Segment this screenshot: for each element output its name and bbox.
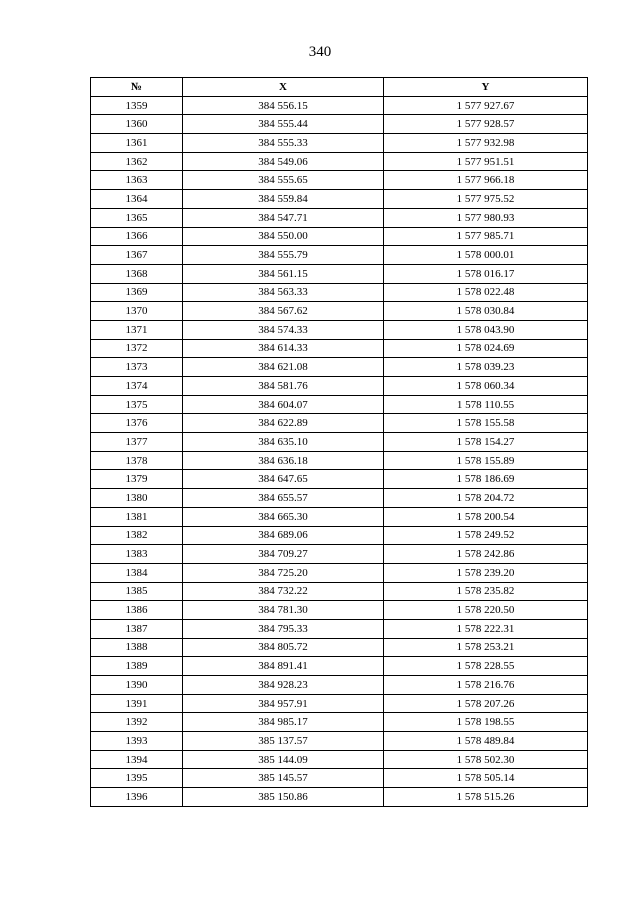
cell-number: 1362	[91, 152, 183, 171]
cell-x: 384 614.33	[183, 339, 384, 358]
table-row	[91, 134, 588, 153]
cell-x: 384 555.65	[183, 171, 384, 190]
cell-number: 1386	[91, 601, 183, 620]
cell-number: 1361	[91, 134, 183, 153]
table-row	[91, 320, 588, 339]
cell-number: 1383	[91, 545, 183, 564]
cell-x: 384 891.41	[183, 657, 384, 676]
table-row	[91, 283, 588, 302]
table-row	[91, 619, 588, 638]
cell-y: 1 577 928.57	[384, 115, 588, 134]
cell-y: 1 578 515.26	[384, 788, 588, 807]
table-header	[91, 78, 588, 97]
cell-number: 1394	[91, 750, 183, 769]
cell-y: 1 578 239.20	[384, 563, 588, 582]
cell-x: 384 985.17	[183, 713, 384, 732]
cell-y: 1 578 000.01	[384, 246, 588, 265]
cell-x: 384 781.30	[183, 601, 384, 620]
cell-number: 1373	[91, 358, 183, 377]
cell-number: 1379	[91, 470, 183, 489]
cell-y: 1 578 216.76	[384, 676, 588, 695]
table-row	[91, 657, 588, 676]
cell-x: 385 137.57	[183, 732, 384, 751]
table-row	[91, 264, 588, 283]
table-row	[91, 395, 588, 414]
table-row	[91, 694, 588, 713]
cell-number: 1366	[91, 227, 183, 246]
header-number: №	[91, 78, 183, 97]
cell-x: 384 928.23	[183, 676, 384, 695]
table-row	[91, 208, 588, 227]
table-row	[91, 246, 588, 265]
cell-y: 1 577 975.52	[384, 190, 588, 209]
table-row	[91, 563, 588, 582]
cell-y: 1 578 200.54	[384, 507, 588, 526]
header-row	[91, 78, 588, 97]
cell-x: 385 150.86	[183, 788, 384, 807]
table-row	[91, 676, 588, 695]
table-row	[91, 358, 588, 377]
cell-y: 1 578 228.55	[384, 657, 588, 676]
cell-x: 384 559.84	[183, 190, 384, 209]
cell-x: 384 665.30	[183, 507, 384, 526]
cell-x: 384 732.22	[183, 582, 384, 601]
table-body	[91, 96, 588, 806]
cell-number: 1378	[91, 451, 183, 470]
table-row	[91, 339, 588, 358]
cell-number: 1374	[91, 377, 183, 396]
cell-number: 1387	[91, 619, 183, 638]
cell-y: 1 578 016.17	[384, 264, 588, 283]
cell-y: 1 578 110.55	[384, 395, 588, 414]
cell-y: 1 578 242.86	[384, 545, 588, 564]
cell-y: 1 578 505.14	[384, 769, 588, 788]
cell-number: 1372	[91, 339, 183, 358]
cell-x: 384 549.06	[183, 152, 384, 171]
cell-x: 384 635.10	[183, 433, 384, 452]
cell-y: 1 577 980.93	[384, 208, 588, 227]
cell-x: 384 689.06	[183, 526, 384, 545]
cell-y: 1 578 154.27	[384, 433, 588, 452]
table-row	[91, 414, 588, 433]
cell-number: 1377	[91, 433, 183, 452]
table-row	[91, 451, 588, 470]
cell-number: 1393	[91, 732, 183, 751]
table-row	[91, 433, 588, 452]
cell-number: 1388	[91, 638, 183, 657]
table-row	[91, 788, 588, 807]
cell-y: 1 578 489.84	[384, 732, 588, 751]
table-row	[91, 96, 588, 115]
cell-y: 1 578 022.48	[384, 283, 588, 302]
cell-x: 384 604.07	[183, 395, 384, 414]
page-number: 340	[308, 44, 332, 60]
cell-y: 1 578 207.26	[384, 694, 588, 713]
cell-y: 1 578 155.89	[384, 451, 588, 470]
table-row	[91, 769, 588, 788]
cell-x: 384 581.76	[183, 377, 384, 396]
cell-x: 384 556.15	[183, 96, 384, 115]
cell-number: 1359	[91, 96, 183, 115]
cell-x: 384 555.79	[183, 246, 384, 265]
cell-number: 1369	[91, 283, 183, 302]
cell-number: 1384	[91, 563, 183, 582]
cell-y: 1 578 204.72	[384, 489, 588, 508]
cell-y: 1 578 220.50	[384, 601, 588, 620]
cell-y: 1 577 932.98	[384, 134, 588, 153]
table-row	[91, 377, 588, 396]
cell-number: 1395	[91, 769, 183, 788]
cell-y: 1 577 927.67	[384, 96, 588, 115]
cell-y: 1 578 235.82	[384, 582, 588, 601]
cell-x: 384 622.89	[183, 414, 384, 433]
cell-number: 1385	[91, 582, 183, 601]
cell-x: 384 647.65	[183, 470, 384, 489]
table-row	[91, 190, 588, 209]
cell-x: 385 145.57	[183, 769, 384, 788]
cell-x: 384 555.33	[183, 134, 384, 153]
cell-x: 384 725.20	[183, 563, 384, 582]
cell-x: 384 563.33	[183, 283, 384, 302]
cell-y: 1 578 155.58	[384, 414, 588, 433]
cell-y: 1 577 985.71	[384, 227, 588, 246]
table-row	[91, 302, 588, 321]
table-row	[91, 507, 588, 526]
cell-y: 1 578 039.23	[384, 358, 588, 377]
cell-x: 384 561.15	[183, 264, 384, 283]
cell-x: 385 144.09	[183, 750, 384, 769]
table-row	[91, 227, 588, 246]
cell-x: 384 709.27	[183, 545, 384, 564]
table-row	[91, 470, 588, 489]
cell-x: 384 621.08	[183, 358, 384, 377]
cell-y: 1 578 502.30	[384, 750, 588, 769]
table-row	[91, 732, 588, 751]
cell-x: 384 574.33	[183, 320, 384, 339]
table-row	[91, 171, 588, 190]
cell-number: 1389	[91, 657, 183, 676]
cell-y: 1 577 966.18	[384, 171, 588, 190]
cell-x: 384 957.91	[183, 694, 384, 713]
cell-y: 1 577 951.51	[384, 152, 588, 171]
cell-number: 1381	[91, 507, 183, 526]
coordinates-table	[90, 77, 588, 807]
header-x: X	[183, 78, 384, 97]
cell-number: 1365	[91, 208, 183, 227]
table-row	[91, 638, 588, 657]
cell-number: 1360	[91, 115, 183, 134]
cell-x: 384 805.72	[183, 638, 384, 657]
header-y: Y	[384, 78, 588, 97]
cell-number: 1364	[91, 190, 183, 209]
cell-number: 1391	[91, 694, 183, 713]
cell-y: 1 578 030.84	[384, 302, 588, 321]
cell-y: 1 578 186.69	[384, 470, 588, 489]
cell-number: 1380	[91, 489, 183, 508]
table-row	[91, 601, 588, 620]
cell-x: 384 567.62	[183, 302, 384, 321]
cell-y: 1 578 249.52	[384, 526, 588, 545]
cell-number: 1370	[91, 302, 183, 321]
table-row	[91, 152, 588, 171]
table-row	[91, 489, 588, 508]
table-row	[91, 713, 588, 732]
cell-y: 1 578 222.31	[384, 619, 588, 638]
cell-number: 1390	[91, 676, 183, 695]
cell-number: 1376	[91, 414, 183, 433]
cell-x: 384 550.00	[183, 227, 384, 246]
cell-number: 1363	[91, 171, 183, 190]
cell-x: 384 555.44	[183, 115, 384, 134]
cell-number: 1382	[91, 526, 183, 545]
cell-number: 1375	[91, 395, 183, 414]
table-row	[91, 526, 588, 545]
table-row	[91, 750, 588, 769]
cell-number: 1367	[91, 246, 183, 265]
cell-number: 1396	[91, 788, 183, 807]
table-row	[91, 582, 588, 601]
cell-x: 384 795.33	[183, 619, 384, 638]
cell-y: 1 578 024.69	[384, 339, 588, 358]
cell-y: 1 578 060.34	[384, 377, 588, 396]
cell-x: 384 547.71	[183, 208, 384, 227]
table-row	[91, 545, 588, 564]
cell-number: 1392	[91, 713, 183, 732]
table-row	[91, 115, 588, 134]
cell-x: 384 655.57	[183, 489, 384, 508]
cell-number: 1371	[91, 320, 183, 339]
cell-y: 1 578 253.21	[384, 638, 588, 657]
cell-x: 384 636.18	[183, 451, 384, 470]
cell-number: 1368	[91, 264, 183, 283]
cell-y: 1 578 043.90	[384, 320, 588, 339]
cell-y: 1 578 198.55	[384, 713, 588, 732]
